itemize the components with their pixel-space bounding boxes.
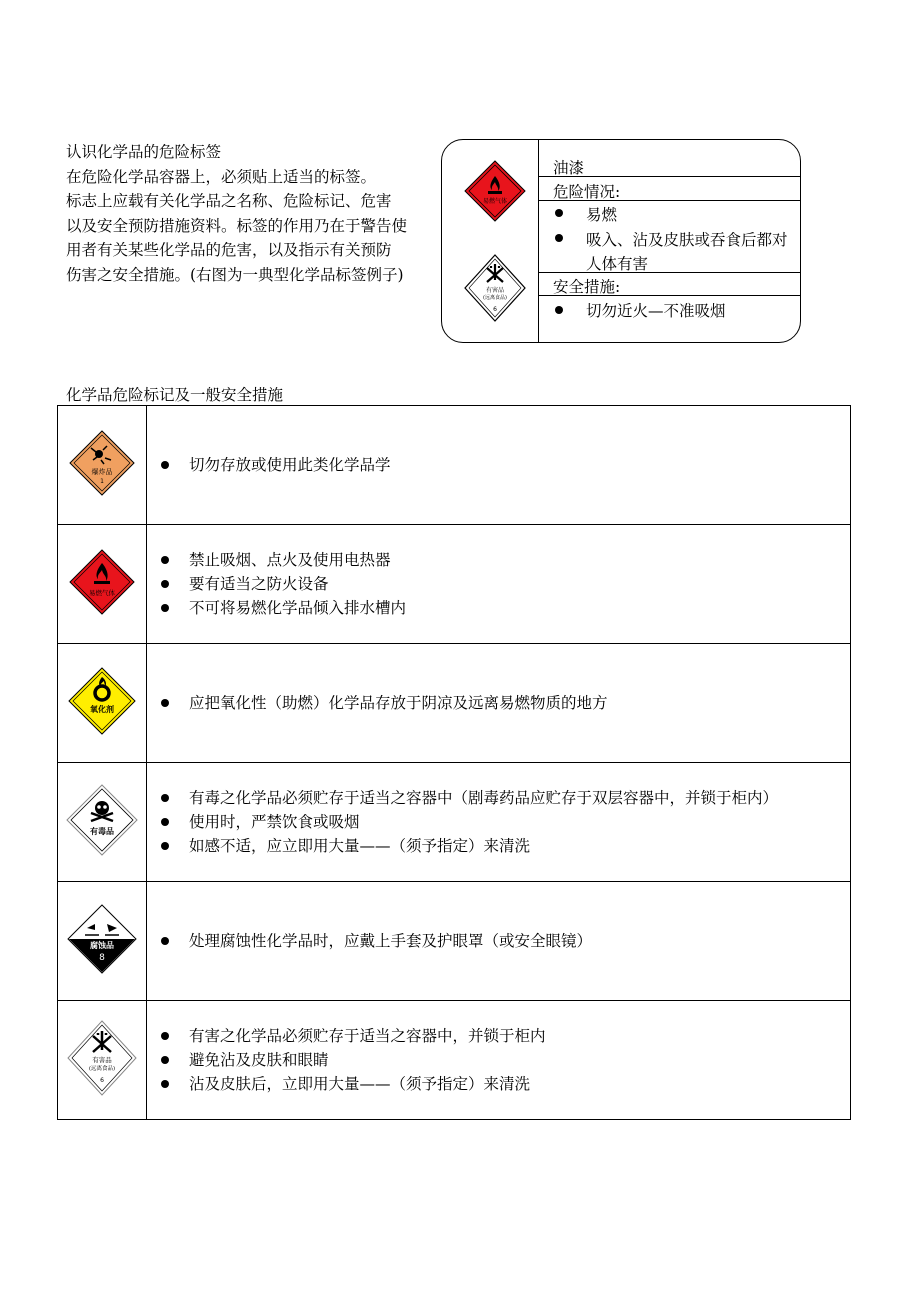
measures-cell bbox=[147, 525, 851, 644]
list-item: 避免沾及皮肤和眼睛 bbox=[161, 1048, 850, 1072]
list-item: 有害之化学品必须贮存于适当之容器中，并锁于柜内 bbox=[161, 1024, 850, 1048]
explosive-diamond-icon bbox=[69, 430, 135, 496]
table-row bbox=[58, 406, 851, 525]
intro-line: 伤害之安全措施。(右图为一典型化学品标签例子) bbox=[66, 265, 404, 284]
list-item: 切勿存放或使用此类化学品学 bbox=[161, 453, 850, 477]
safety-item: 切勿近火—不准吸烟 bbox=[586, 302, 726, 320]
intro-line: 用者有关某些化学品的危害，以及指示有关预防 bbox=[66, 241, 392, 259]
flammable-gas-diamond-icon bbox=[464, 160, 526, 226]
hazard-table bbox=[57, 405, 851, 1120]
measures-cell bbox=[147, 1001, 851, 1120]
safety-heading: 安全措施: bbox=[553, 278, 621, 296]
svg-text:爆炸品: 爆炸品 bbox=[91, 468, 113, 476]
symbol-cell bbox=[58, 644, 147, 763]
list-item: 应把氧化性（助燃）化学品存放于阴凉及远离易燃物质的地方 bbox=[161, 691, 850, 715]
symbol-cell bbox=[58, 882, 147, 1001]
list-item: 使用时，严禁饮食或吸烟 bbox=[161, 810, 850, 834]
svg-text:易燃气体: 易燃气体 bbox=[482, 198, 508, 205]
list-item: 沾及皮肤后，立即用大量——（须予指定）来清洗 bbox=[161, 1072, 850, 1096]
table-row bbox=[58, 644, 851, 763]
harmful-substance-diamond-icon bbox=[464, 254, 526, 326]
svg-text:易燃气体: 易燃气体 bbox=[89, 589, 115, 597]
list-item: 处理腐蚀性化学品时，应戴上手套及护眼罩（或安全眼镜） bbox=[161, 929, 850, 953]
bullet-icon bbox=[555, 209, 563, 217]
table-row bbox=[58, 763, 851, 882]
svg-text:氧化剂: 氧化剂 bbox=[90, 705, 114, 714]
list-item: 不可将易燃化学品倾入排水槽内 bbox=[161, 596, 850, 620]
bullet-icon bbox=[555, 234, 563, 242]
svg-text:(远离食品): (远离食品) bbox=[88, 1066, 116, 1072]
row-divider bbox=[539, 200, 800, 201]
row-divider bbox=[539, 295, 800, 296]
toxic-diamond-icon bbox=[66, 784, 138, 856]
harmful-diamond-icon bbox=[67, 1020, 137, 1096]
product-name: 油漆 bbox=[553, 159, 585, 177]
hazard-item: 人体有害 bbox=[586, 255, 649, 273]
svg-text:6: 6 bbox=[493, 306, 497, 313]
svg-text:6: 6 bbox=[100, 1077, 104, 1084]
divider bbox=[538, 140, 539, 342]
list-item: 要有适当之防火设备 bbox=[161, 572, 850, 596]
svg-text:有害品: 有害品 bbox=[92, 1056, 112, 1064]
hazard-heading: 危险情况: bbox=[553, 183, 621, 201]
table-row bbox=[58, 1001, 851, 1120]
intro-line: 标志上应载有关化学品之名称、危险标记、危害 bbox=[66, 192, 392, 210]
oxidizer-diamond-icon bbox=[68, 667, 136, 735]
intro-line: 以及安全预防措施资料。标签的作用乃在于警告使 bbox=[66, 216, 408, 235]
list-item: 有毒之化学品必须贮存于适当之容器中（剧毒药品应贮存于双层容器中，并锁于柜内） bbox=[161, 786, 850, 810]
intro-paragraph bbox=[66, 140, 431, 287]
measures-cell bbox=[147, 406, 851, 525]
intro-line: 认识化学品的危险标签 bbox=[66, 143, 222, 161]
svg-text:有害品: 有害品 bbox=[485, 287, 505, 294]
list-item: 如感不适，应立即用大量——（须予指定）来清洗 bbox=[161, 834, 850, 858]
intro-line: 在危险化学品容器上，必须贴上适当的标签。 bbox=[66, 167, 377, 186]
measures-cell bbox=[147, 644, 851, 763]
svg-text:8: 8 bbox=[99, 953, 105, 963]
svg-text:腐蚀品: 腐蚀品 bbox=[90, 941, 114, 950]
symbol-cell bbox=[58, 1001, 147, 1120]
flammable-gas-diamond-icon bbox=[69, 549, 135, 615]
symbol-cell bbox=[58, 525, 147, 644]
list-item: 禁止吸烟、点火及使用电热器 bbox=[161, 548, 850, 572]
svg-text:1: 1 bbox=[100, 478, 104, 485]
row-divider bbox=[539, 272, 800, 273]
symbol-cell bbox=[58, 406, 147, 525]
bullet-icon bbox=[555, 306, 563, 314]
row-divider bbox=[539, 176, 800, 177]
measures-cell bbox=[147, 882, 851, 1001]
example-label-card bbox=[441, 139, 801, 343]
table-row bbox=[58, 525, 851, 644]
corrosive-diamond-icon bbox=[67, 904, 137, 974]
hazard-item: 吸入、沾及皮肤或吞食后都对 bbox=[586, 231, 788, 249]
svg-text:(远离食品): (远离食品) bbox=[483, 295, 507, 301]
table-row bbox=[58, 882, 851, 1001]
hazard-item: 易燃 bbox=[586, 206, 618, 224]
measures-cell bbox=[147, 763, 851, 882]
svg-text:有毒品: 有毒品 bbox=[90, 827, 114, 836]
symbol-cell bbox=[58, 763, 147, 882]
section-title: 化学品危险标记及一般安全措施 bbox=[66, 386, 284, 404]
